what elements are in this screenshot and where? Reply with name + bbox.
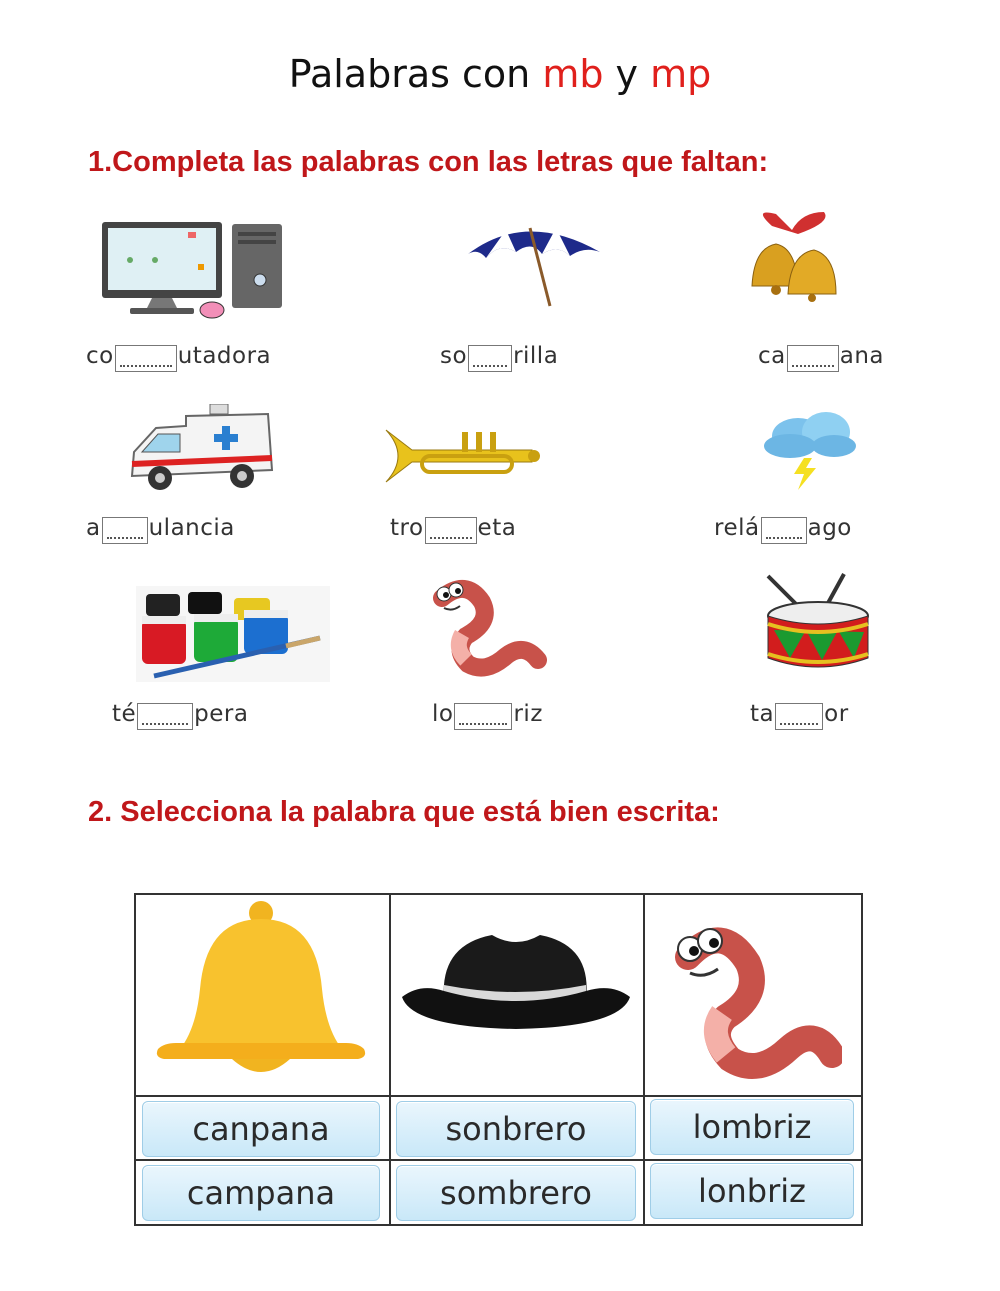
ambulance-icon: [126, 404, 276, 494]
worm-icon: [662, 913, 842, 1083]
table-divider: [643, 895, 645, 1224]
blank-input-6[interactable]: [761, 517, 807, 544]
fill-word-3: ca ana: [758, 342, 884, 369]
section-1-heading: 1.Completa las palabras con las letras que faltan:: [88, 146, 769, 178]
blank-input-7[interactable]: [137, 703, 193, 730]
section-2-heading: 2. Selecciona la palabra que está bien escrita:: [88, 796, 720, 828]
blank-input-3[interactable]: [787, 345, 839, 372]
hat-icon: [400, 925, 632, 1055]
fill-word-6: relá ago: [714, 514, 852, 541]
word-choice-table: [134, 893, 863, 1226]
fill-word-9: ta or: [750, 700, 849, 727]
blank-input-8[interactable]: [454, 703, 512, 730]
umbrella-icon: [466, 218, 602, 310]
bell-icon: [150, 899, 372, 1089]
computer-icon: [100, 218, 286, 320]
option-campana[interactable]: campana: [142, 1165, 380, 1221]
option-canpana[interactable]: canpana: [142, 1101, 380, 1157]
fill-word-8: lo riz: [432, 700, 543, 727]
blank-input-9[interactable]: [775, 703, 823, 730]
option-lombriz[interactable]: lombriz: [650, 1099, 854, 1155]
fill-word-5: tro eta: [390, 514, 516, 541]
blank-input-2[interactable]: [468, 345, 512, 372]
fill-word-4: a ulancia: [86, 514, 235, 541]
page-title: Palabras con mb y mp: [288, 52, 712, 96]
option-sonbrero[interactable]: sonbrero: [396, 1101, 636, 1157]
storm-cloud-icon: [760, 404, 860, 494]
option-lonbriz[interactable]: lonbriz: [650, 1163, 854, 1219]
table-divider: [136, 1095, 861, 1097]
blank-input-1[interactable]: [115, 345, 177, 372]
fill-word-2: so rilla: [440, 342, 558, 369]
fill-word-1: co utadora: [86, 342, 271, 369]
option-sombrero[interactable]: sombrero: [396, 1165, 636, 1221]
blank-input-4[interactable]: [102, 517, 148, 544]
trumpet-icon: [382, 426, 542, 486]
fill-word-7: té pera: [112, 700, 248, 727]
table-divider: [136, 1159, 861, 1161]
blank-input-5[interactable]: [425, 517, 477, 544]
bells-icon: [732, 206, 862, 302]
paint-jars-icon: [136, 586, 330, 682]
table-divider: [389, 895, 391, 1224]
worm-icon: [426, 574, 554, 678]
drum-icon: [760, 572, 876, 678]
